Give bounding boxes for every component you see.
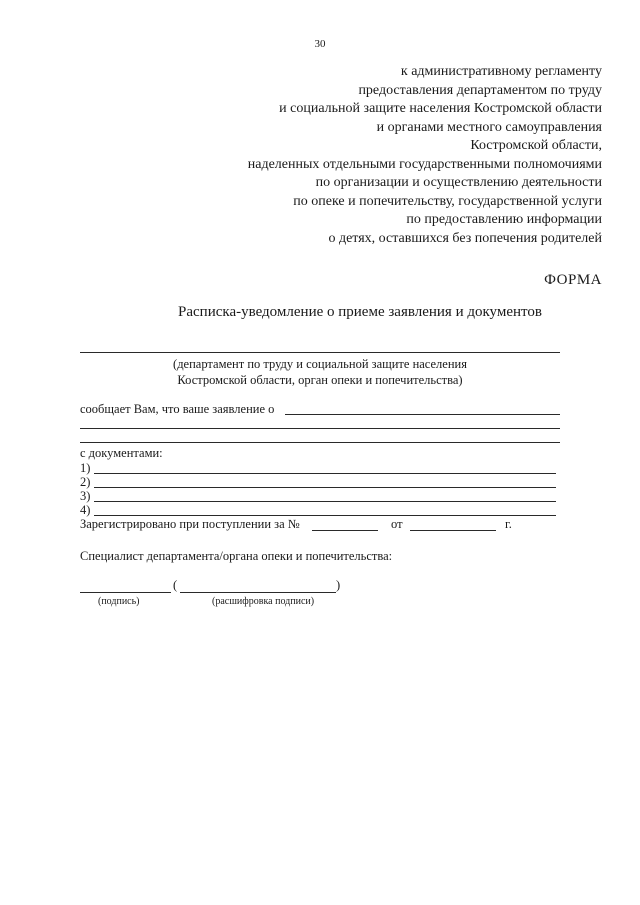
header-line: наделенных отдельными государственными полномочиями — [247, 156, 602, 172]
authority-caption-line: (департамент по труду и социальной защите населения — [173, 357, 467, 371]
document-title: Расписка-уведомление о приеме заявления и документов — [178, 304, 542, 320]
header-line: и социальной защите населения Костромской области — [279, 101, 602, 116]
header-line: Костромской области, — [470, 138, 602, 153]
decoding-caption: (расшифровка подписи) — [212, 596, 315, 607]
registration-from-label: от — [391, 517, 403, 531]
registration-year-suffix: г. — [505, 517, 512, 531]
authority-caption — [80, 356, 560, 388]
notice-text: сообщает Вам, что ваше заявление о — [80, 402, 275, 416]
registration-number-field[interactable] — [312, 530, 378, 531]
header-line: по опеке и попечительству, государственной услуги — [293, 193, 602, 209]
header-line: по организации и осуществлению деятельности — [315, 175, 602, 190]
registration-date-field[interactable] — [410, 530, 496, 531]
document-item-number: 1) — [80, 461, 91, 475]
registration-prefix: Зарегистрировано при поступлении за № — [80, 517, 300, 531]
header-line: по предоставлению информации — [406, 212, 602, 227]
signature-field[interactable] — [80, 592, 171, 593]
specialist-label: Специалист департамента/органа опеки и попечительства: — [80, 549, 393, 563]
document-item-line[interactable] — [94, 515, 556, 516]
application-continuation-line[interactable] — [80, 442, 560, 443]
form-label: ФОРМА — [544, 272, 602, 288]
application-subject-line[interactable] — [285, 414, 560, 415]
document-item-number: 3) — [80, 489, 91, 503]
page-number: 30 — [314, 38, 326, 50]
document-item-number: 4) — [80, 503, 91, 517]
document-item-line[interactable] — [94, 473, 556, 474]
documents-label: с документами: — [80, 446, 163, 460]
header-line: о детях, оставшихся без попечения родителей — [328, 230, 602, 246]
signature-caption: (подпись) — [98, 596, 140, 607]
document-item-line[interactable] — [94, 487, 556, 488]
header-line: предоставления департаментом по труду — [358, 82, 602, 98]
authority-name-line[interactable] — [80, 352, 560, 353]
document-item-number: 2) — [80, 475, 91, 489]
header-line: и органами местного самоуправления — [376, 119, 602, 135]
signature-close-paren: ) — [336, 578, 341, 592]
authority-caption-line: Костромской области, орган опеки и попечительства) — [177, 373, 463, 387]
signature-decoding-field[interactable] — [180, 592, 336, 593]
document-item-line[interactable] — [94, 501, 556, 502]
regulation-header — [162, 63, 602, 248]
signature-open-paren: ( — [173, 578, 178, 592]
application-continuation-line[interactable] — [80, 428, 560, 429]
header-line: к административному регламенту — [400, 64, 602, 79]
